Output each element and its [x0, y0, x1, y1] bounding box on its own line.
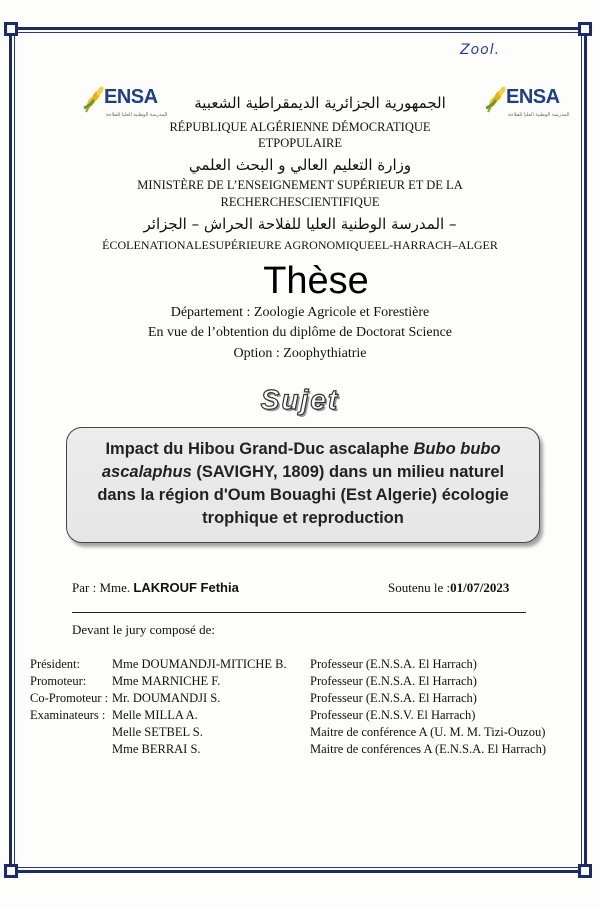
jury-title: Professeur (E.N.S.A. El Harrach): [310, 657, 477, 671]
border-corner-ornament: [4, 22, 18, 36]
defense-date: 01/07/2023: [450, 580, 510, 595]
jury-name: Mme DOUMANDJI-MITICHE B.: [112, 657, 287, 671]
department-line: Département : Zoologie Agricole et Forestière: [170, 305, 430, 320]
sujet-heading: Sujet: [260, 384, 340, 415]
subject-box: [66, 427, 540, 543]
defense-prefix: Soutenu le :: [388, 580, 451, 595]
jury-name: Mme MARNICHE F.: [112, 674, 221, 688]
ministry-arabic: وزارة التعليم العالي و البحث العلمي: [188, 156, 412, 174]
jury-name: Mr. DOUMANDJI S.: [112, 691, 221, 705]
jury-name: Melle SETBEL S.: [112, 725, 203, 739]
republic-french-line1: RÉPUBLIQUE ALGÉRIENNE DÉMOCRATIQUE: [169, 120, 431, 134]
logo-text: ENSA: [506, 86, 560, 108]
jury-title: Maitre de conférence A (U. M. M. Tizi-Ouzou): [310, 725, 546, 739]
jury-title: Maitre de conférences A (E.N.S.A. El Harrach): [310, 742, 547, 756]
logo-subtext: المدرسة الوطنية العليا للفلاحة: [508, 112, 570, 118]
jury-name: Mme BERRAI S.: [112, 742, 201, 756]
border-corner-ornament: [4, 864, 18, 878]
subject-text-part2: (SAVIGHY, 1809) dans un milieu naturel dans la région d'Oum Bouaghi (Est Algerie) écologie trophique et reproduction: [97, 463, 509, 527]
author-prefix: Par : Mme.: [72, 580, 134, 595]
degree-line: En vue de l’obtention du diplôme de Doctorat Science: [147, 325, 453, 340]
border-corner-ornament: [578, 22, 592, 36]
subject-text-part1: Impact du Hibou Grand-Duc ascalaphe: [105, 440, 414, 458]
jury-intro: Devant le jury composé de:: [72, 622, 215, 637]
author-line: [72, 580, 239, 596]
logo-text: ENSA: [104, 86, 158, 108]
jury-name: Melle MILLA A.: [112, 708, 198, 722]
jury-title: Professeur (E.N.S.A. El Harrach): [310, 674, 477, 688]
option-line: Option : Zoophythiatrie: [233, 346, 367, 361]
defense-line: [388, 580, 509, 596]
divider-line: [72, 612, 526, 613]
school-french: ÉCOLENATIONALESUPÉRIEURE AGRONOMIQUEEL-HARRACH–ALGER: [102, 238, 498, 252]
jury-title: Professeur (E.N.S.A. El Harrach): [310, 691, 477, 705]
logo-subtext: المدرسة الوطنية العليا للفلاحة: [106, 112, 168, 118]
republic-french-line2: ETPOPULAIRE: [257, 136, 343, 150]
jury-role: Examinateurs :: [30, 708, 106, 722]
school-arabic: – المدرسة الوطنية العليا للفلاحة الحراش – الجزائر: [143, 215, 457, 233]
jury-title: Professeur (E.N.S.V. El Harrach): [310, 708, 476, 722]
species-name: Bubo bubo ascalaphus: [101, 440, 501, 481]
handwritten-note: Zool.: [460, 42, 501, 58]
jury-role: Président:: [30, 657, 80, 671]
author-name: LAKROUF Fethia: [133, 580, 239, 595]
ministry-french-line2: RECHERCHESCIENTIFIQUE: [220, 195, 380, 209]
jury-role: Promoteur:: [30, 674, 87, 688]
thesis-title: Thèse: [263, 260, 369, 302]
republic-arabic: الجمهورية الجزائرية الديمقراطية الشعبية: [194, 94, 446, 112]
jury-role: Co-Promoteur :: [30, 691, 109, 705]
ministry-french-line1: MINISTÈRE DE L’ENSEIGNEMENT SUPÉRIEUR ET DE LA: [137, 178, 463, 192]
border-corner-ornament: [578, 864, 592, 878]
